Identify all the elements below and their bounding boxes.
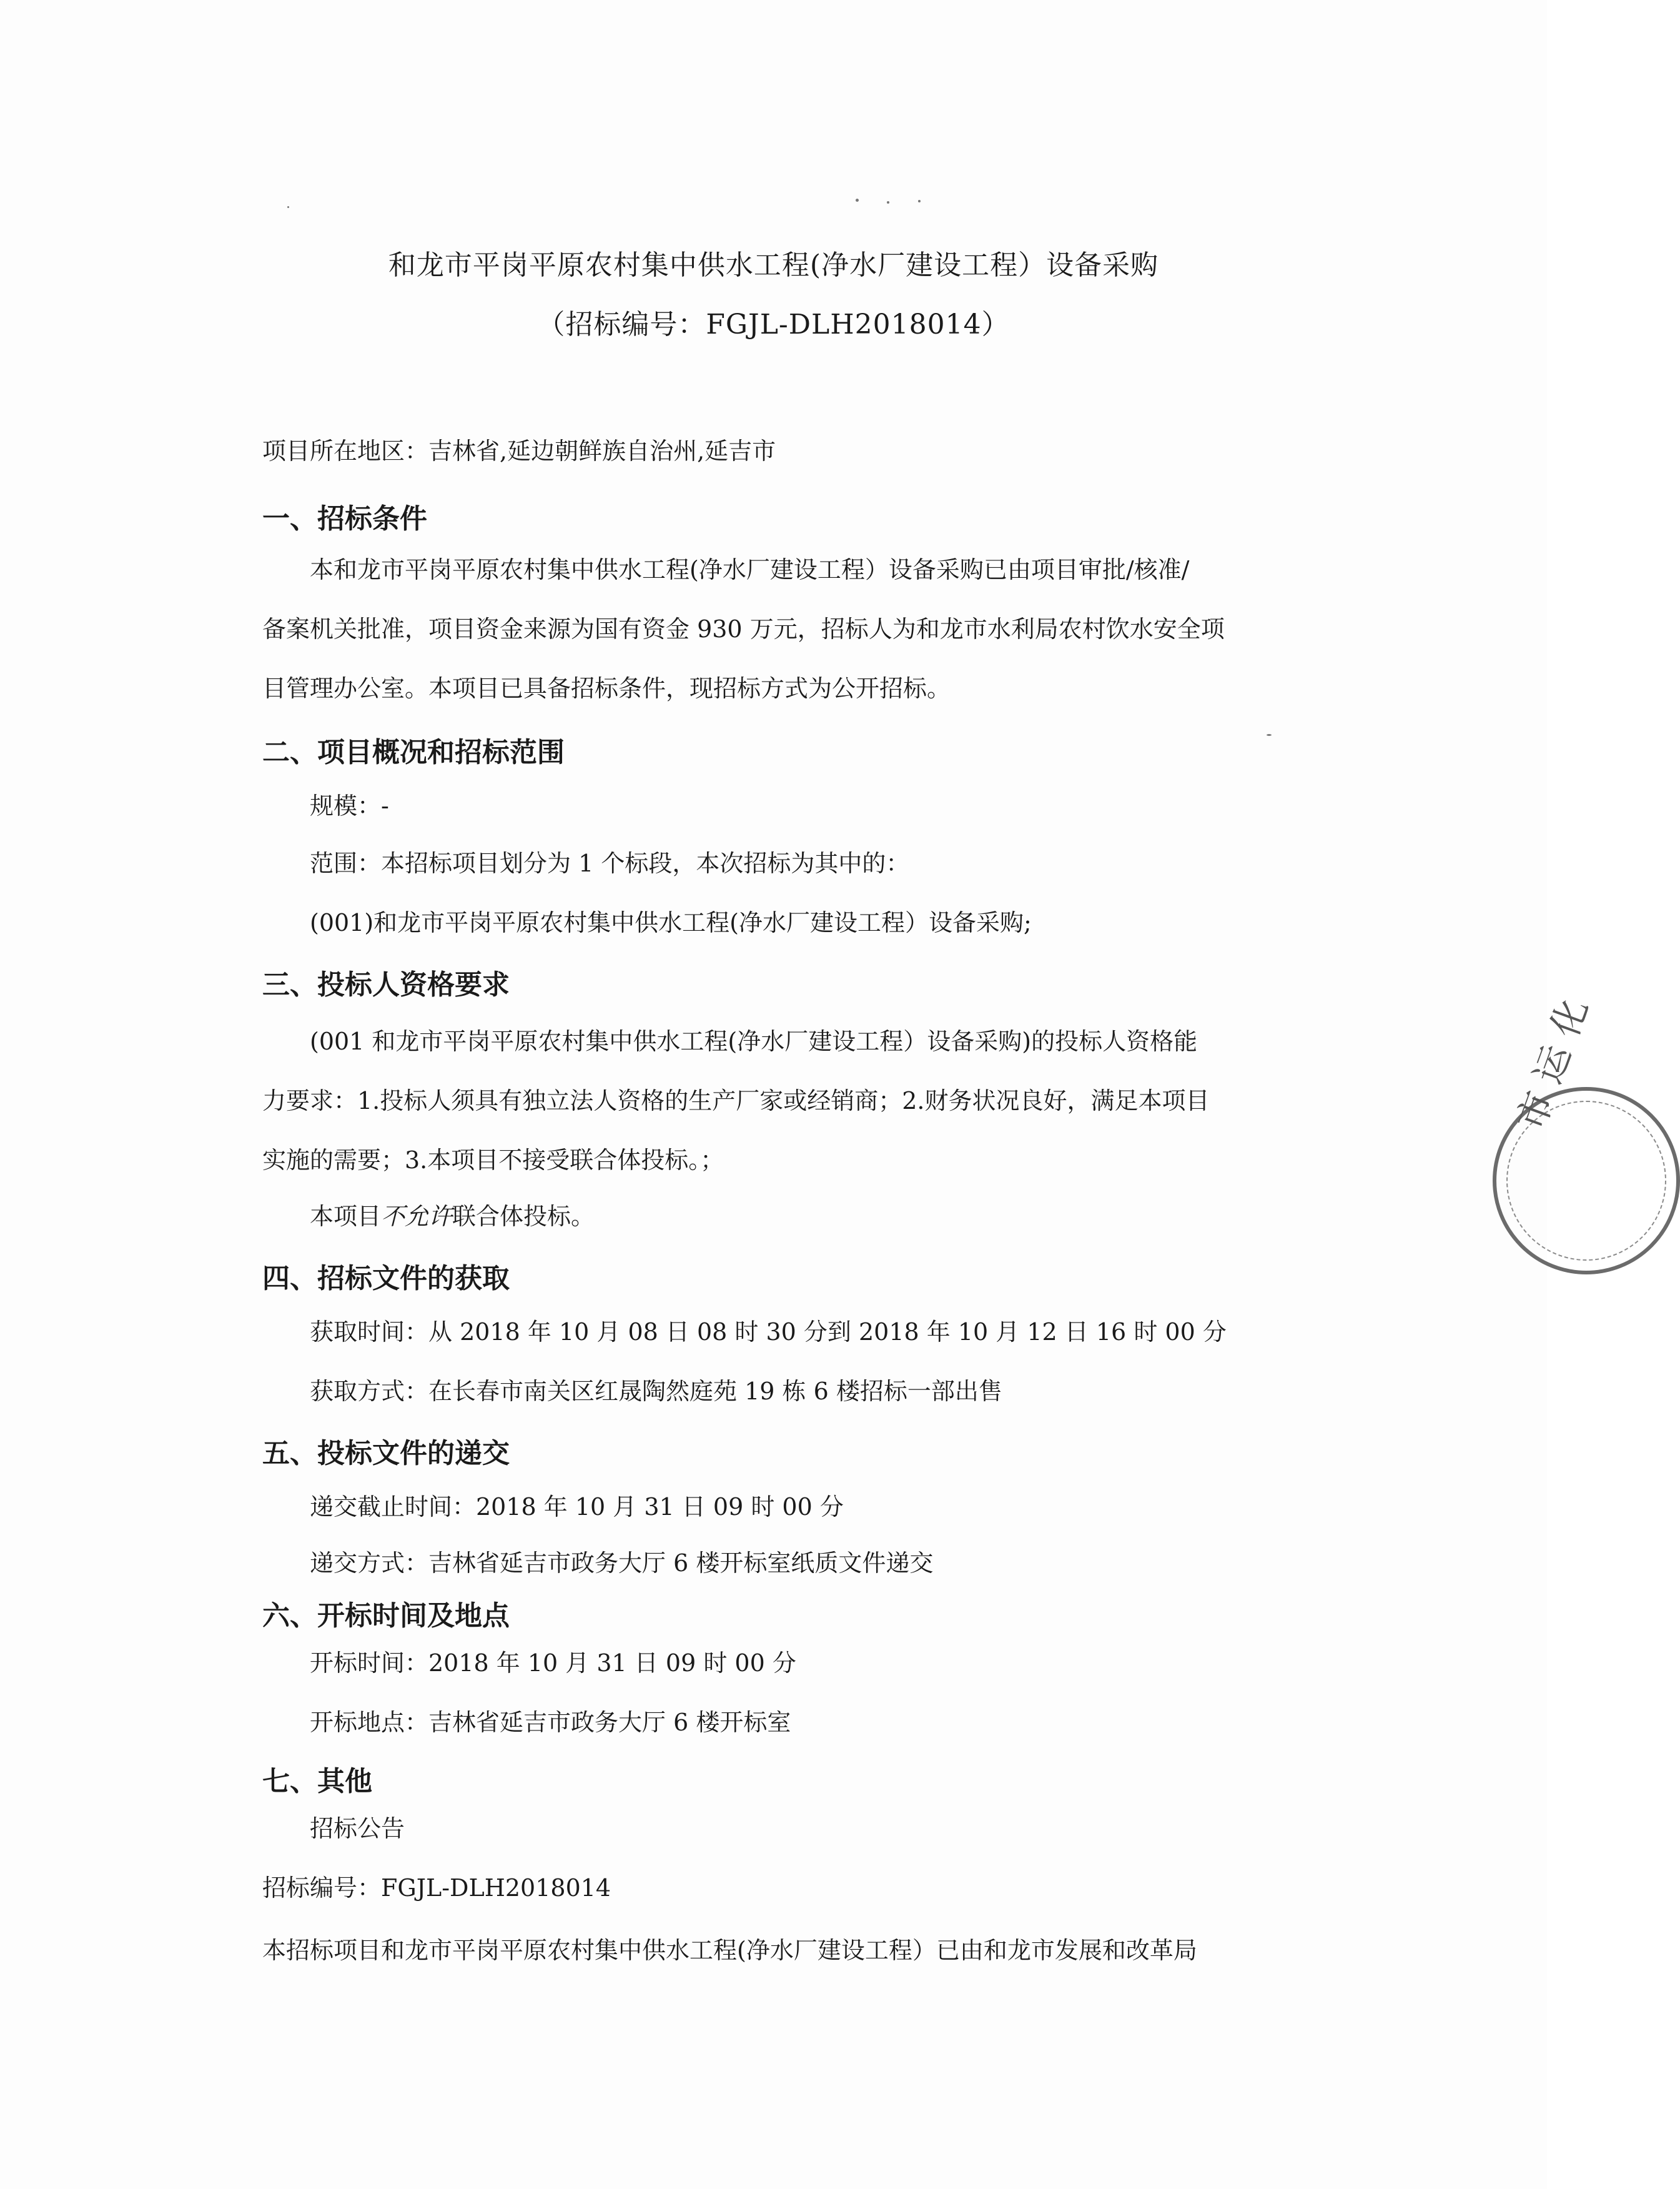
scan-speck [1267, 734, 1272, 736]
section-3-text-line-2: 力要求：1.投标人须具有独立法人资格的生产厂家或经销商；2.财务状况良好，满足本项目 [262, 1087, 1210, 1114]
section-1-text-line-3: 目管理办公室。本项目已具备招标条件，现招标方式为公开招标。 [262, 675, 951, 702]
section-1-text-line-1: 本和龙市平岗平原农村集中供水工程(净水厂建设工程）设备采购已由项目审批/核准/ [310, 556, 1190, 583]
scan-speck [856, 199, 859, 202]
section-4-time: 获取时间：从 2018 年 10 月 08 日 08 时 30 分到 2018 年 10 月 12 日 16 时 00 分 [310, 1318, 1227, 1346]
section-7-number: 招标编号：FGJL-DLH2018014 [262, 1874, 611, 1902]
section-2-scale: 规模：- [310, 792, 389, 820]
consortium-note-italic: 不允许 [381, 1203, 453, 1230]
scan-speck [887, 201, 889, 204]
section-6-time: 开标时间：2018 年 10 月 31 日 09 时 00 分 [310, 1649, 796, 1677]
section-5-deadline: 递交截止时间：2018 年 10 月 31 日 09 时 00 分 [310, 1493, 844, 1521]
section-7-notice: 招标公告 [310, 1815, 405, 1842]
project-region: 项目所在地区：吉林省,延边朝鲜族自治州,延吉市 [262, 437, 776, 465]
section-5-method: 递交方式：吉林省延吉市政务大厅 6 楼开标室纸质文件递交 [310, 1549, 934, 1577]
tender-number-title: （招标编号：FGJL-DLH2018014） [537, 309, 1010, 340]
section-1-heading: 一、招标条件 [262, 503, 427, 535]
section-6-place: 开标地点：吉林省延吉市政务大厅 6 楼开标室 [310, 1709, 791, 1736]
consortium-note-suffix: 联合体投标。 [452, 1203, 595, 1230]
section-7-last-line: 本招标项目和龙市平岗平原农村集中供水工程(净水厂建设工程）已由和龙市发展和改革局 [262, 1937, 1197, 1964]
section-3-text-line-1: (001 和龙市平岗平原农村集中供水工程(净水厂建设工程）设备采购)的投标人资格能 [310, 1028, 1198, 1055]
section-6-heading: 六、开标时间及地点 [262, 1600, 510, 1632]
section-7-heading: 七、其他 [262, 1765, 372, 1797]
section-5-heading: 五、投标文件的递交 [262, 1437, 510, 1469]
section-2-heading: 二、项目概况和招标范围 [262, 737, 565, 768]
section-3-heading: 三、投标人资格要求 [262, 969, 510, 1001]
scan-speck [918, 200, 921, 202]
section-2-item: (001)和龙市平岗平原农村集中供水工程(净水厂建设工程）设备采购; [310, 909, 1032, 936]
official-seal-text: 市 运 化 [1509, 993, 1597, 1136]
section-2-scope: 范围：本招标项目划分为 1 个标段，本次招标为其中的： [310, 850, 910, 877]
section-4-method: 获取方式：在长春市南关区红晟陶然庭苑 19 栋 6 楼招标一部出售 [310, 1377, 1002, 1405]
section-4-heading: 四、招标文件的获取 [262, 1263, 510, 1294]
consortium-note-prefix: 本项目 [310, 1203, 382, 1230]
section-3-text-line-3: 实施的需要；3.本项目不接受联合体投标。； [262, 1146, 724, 1174]
section-1-text-line-2: 备案机关批准，项目资金来源为国有资金 930 万元，招标人为和龙市水利局农村饮水安全项 [262, 615, 1225, 643]
scan-speck [287, 206, 289, 208]
section-3-consortium-note [310, 1203, 595, 1231]
document-title: 和龙市平岗平原农村集中供水工程(净水厂建设工程）设备采购 [388, 249, 1159, 281]
